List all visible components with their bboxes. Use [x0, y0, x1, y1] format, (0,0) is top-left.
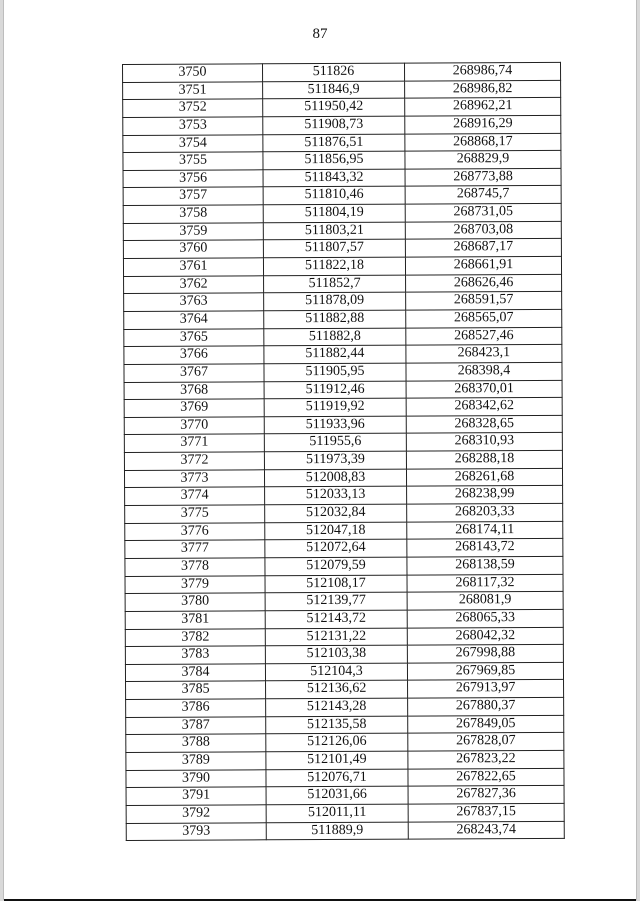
- x-coordinate-cell: 511882,8: [264, 328, 406, 346]
- table-row: [123, 62, 561, 82]
- table-row: [126, 768, 564, 788]
- x-coordinate-cell: 511846,9: [263, 81, 405, 99]
- x-coordinate-cell: 512076,71: [266, 769, 408, 787]
- table-row: [125, 662, 563, 682]
- point-number-cell: 3785: [126, 681, 266, 699]
- table-row: [123, 256, 561, 276]
- table-row: [126, 697, 564, 717]
- y-coordinate-cell: 267827,36: [408, 786, 564, 804]
- x-coordinate-cell: 512103,38: [265, 645, 407, 663]
- x-coordinate-cell: 512079,59: [265, 557, 407, 575]
- point-number-cell: 3766: [124, 346, 264, 364]
- point-number-cell: 3759: [123, 223, 263, 241]
- point-number-cell: 3755: [123, 152, 263, 170]
- point-number-cell: 3762: [124, 275, 264, 293]
- y-coordinate-cell: 268065,33: [407, 609, 563, 627]
- point-number-cell: 3774: [125, 487, 265, 505]
- x-coordinate-cell: 511933,96: [264, 416, 406, 434]
- table-row: [123, 98, 561, 118]
- table-row: [126, 786, 564, 806]
- table-row: [124, 274, 562, 294]
- point-number-cell: 3764: [124, 311, 264, 329]
- point-number-cell: 3789: [126, 752, 266, 770]
- x-coordinate-cell: 512032,84: [265, 504, 407, 522]
- table-row: [125, 644, 563, 664]
- x-coordinate-cell: 512126,06: [266, 733, 408, 751]
- x-coordinate-cell: 512136,62: [266, 681, 408, 699]
- point-number-cell: 3784: [125, 664, 265, 682]
- y-coordinate-cell: 268370,01: [406, 380, 562, 398]
- table-row: [123, 203, 561, 223]
- coordinates-table: [122, 62, 565, 841]
- table-row: [126, 750, 564, 770]
- point-number-cell: 3791: [126, 787, 266, 805]
- y-coordinate-cell: 268288,18: [406, 450, 562, 468]
- point-number-cell: 3767: [124, 364, 264, 382]
- point-number-cell: 3781: [125, 611, 265, 629]
- x-coordinate-cell: 511843,32: [263, 169, 405, 187]
- x-coordinate-cell: 511852,7: [264, 275, 406, 293]
- table-row: [125, 609, 563, 629]
- y-coordinate-cell: 267998,88: [407, 644, 563, 662]
- point-number-cell: 3760: [123, 240, 263, 258]
- point-number-cell: 3783: [125, 646, 265, 664]
- x-coordinate-cell: 512008,83: [264, 469, 406, 487]
- table-row: [123, 186, 561, 206]
- x-coordinate-cell: 511803,21: [263, 222, 405, 240]
- y-coordinate-cell: 268626,46: [406, 274, 562, 292]
- table-row: [123, 80, 561, 100]
- point-number-cell: 3786: [126, 699, 266, 717]
- x-coordinate-cell: 512143,28: [266, 698, 408, 716]
- y-coordinate-cell: 268203,33: [407, 503, 563, 521]
- x-coordinate-cell: 512047,18: [265, 522, 407, 540]
- x-coordinate-cell: 511955,6: [264, 434, 406, 452]
- table-row: [124, 468, 562, 488]
- x-coordinate-cell: 511912,46: [264, 381, 406, 399]
- y-coordinate-cell: 268143,72: [407, 539, 563, 557]
- point-number-cell: 3770: [124, 417, 264, 435]
- table-row: [124, 380, 562, 400]
- x-coordinate-cell: 511882,44: [264, 345, 406, 363]
- point-number-cell: 3754: [123, 134, 263, 152]
- table-row: [124, 433, 562, 453]
- point-number-cell: 3750: [123, 64, 263, 82]
- x-coordinate-cell: 511882,88: [264, 310, 406, 328]
- table-row: [125, 627, 563, 647]
- y-coordinate-cell: 268138,59: [407, 556, 563, 574]
- point-number-cell: 3793: [126, 822, 266, 840]
- table-row: [124, 415, 562, 435]
- point-number-cell: 3775: [125, 505, 265, 523]
- y-coordinate-cell: 268986,74: [404, 62, 560, 80]
- y-coordinate-cell: 268868,17: [405, 133, 561, 151]
- y-coordinate-cell: 268703,08: [405, 221, 561, 239]
- y-coordinate-cell: 267828,07: [408, 733, 564, 751]
- x-coordinate-cell: 512033,13: [265, 486, 407, 504]
- x-coordinate-cell: 511856,95: [263, 151, 405, 169]
- y-coordinate-cell: 268916,29: [405, 115, 561, 133]
- x-coordinate-cell: 512135,58: [266, 716, 408, 734]
- point-number-cell: 3772: [124, 452, 264, 470]
- y-coordinate-cell: 268342,62: [406, 398, 562, 416]
- y-coordinate-cell: 268829,9: [405, 151, 561, 169]
- point-number-cell: 3778: [125, 558, 265, 576]
- x-coordinate-cell: 511826: [263, 63, 405, 81]
- x-coordinate-cell: 511950,42: [263, 98, 405, 116]
- x-coordinate-cell: 511973,39: [264, 451, 406, 469]
- y-coordinate-cell: 268328,65: [406, 415, 562, 433]
- y-coordinate-cell: 268527,46: [406, 327, 562, 345]
- x-coordinate-cell: 511878,09: [264, 292, 406, 310]
- table-row: [123, 168, 561, 188]
- x-coordinate-cell: 512031,66: [266, 786, 408, 804]
- coordinates-table-body: [123, 62, 565, 840]
- table-row: [125, 556, 563, 576]
- table-row: [125, 521, 563, 541]
- x-coordinate-cell: 512011,11: [266, 804, 408, 822]
- point-number-cell: 3769: [124, 399, 264, 417]
- x-coordinate-cell: 512139,77: [265, 592, 407, 610]
- point-number-cell: 3757: [123, 187, 263, 205]
- y-coordinate-cell: 268042,32: [407, 627, 563, 645]
- y-coordinate-cell: 268986,82: [405, 80, 561, 98]
- x-coordinate-cell: 511889,9: [266, 822, 408, 840]
- table-row: [126, 803, 564, 823]
- point-number-cell: 3758: [123, 205, 263, 223]
- y-coordinate-cell: 268773,88: [405, 168, 561, 186]
- point-number-cell: 3763: [124, 293, 264, 311]
- x-coordinate-cell: 512131,22: [265, 628, 407, 646]
- table-row: [125, 574, 563, 594]
- x-coordinate-cell: 511908,73: [263, 116, 405, 134]
- table-row: [125, 486, 563, 506]
- y-coordinate-cell: 267822,65: [408, 768, 564, 786]
- table-row: [125, 592, 563, 612]
- table-row: [125, 503, 563, 523]
- point-number-cell: 3788: [126, 734, 266, 752]
- table-row: [124, 309, 562, 329]
- page-number: 87: [312, 26, 328, 42]
- y-coordinate-cell: 267913,97: [408, 680, 564, 698]
- y-coordinate-cell: 268731,05: [405, 203, 561, 221]
- y-coordinate-cell: 268117,32: [407, 574, 563, 592]
- y-coordinate-cell: 267969,85: [407, 662, 563, 680]
- table-row: [124, 398, 562, 418]
- x-coordinate-cell: 511822,18: [263, 257, 405, 275]
- y-coordinate-cell: 268661,91: [405, 256, 561, 274]
- x-coordinate-cell: 512101,49: [266, 751, 408, 769]
- table-row: [123, 151, 561, 171]
- point-number-cell: 3751: [123, 81, 263, 99]
- point-number-cell: 3773: [124, 470, 264, 488]
- table-row: [126, 715, 564, 735]
- table-row: [123, 133, 561, 153]
- y-coordinate-cell: 268243,74: [408, 821, 564, 839]
- coordinates-table-wrapper: [122, 62, 564, 841]
- x-coordinate-cell: 512143,72: [265, 610, 407, 628]
- table-row: [124, 292, 562, 312]
- y-coordinate-cell: 267880,37: [408, 697, 564, 715]
- point-number-cell: 3752: [123, 99, 263, 117]
- x-coordinate-cell: 512104,3: [265, 663, 407, 681]
- x-coordinate-cell: 512072,64: [265, 539, 407, 557]
- table-row: [124, 345, 562, 365]
- table-row: [124, 450, 562, 470]
- point-number-cell: 3792: [126, 805, 266, 823]
- document-page: [4, 0, 636, 899]
- y-coordinate-cell: 268398,4: [406, 362, 562, 380]
- point-number-cell: 3771: [124, 434, 264, 452]
- point-number-cell: 3782: [125, 628, 265, 646]
- x-coordinate-cell: 511919,92: [264, 398, 406, 416]
- table-row: [126, 821, 564, 841]
- x-coordinate-cell: 511807,57: [263, 240, 405, 258]
- x-coordinate-cell: 511810,46: [263, 187, 405, 205]
- y-coordinate-cell: 268745,7: [405, 186, 561, 204]
- y-coordinate-cell: 267849,05: [408, 715, 564, 733]
- y-coordinate-cell: 268423,1: [406, 345, 562, 363]
- table-row: [124, 362, 562, 382]
- y-coordinate-cell: 268962,21: [405, 98, 561, 116]
- x-coordinate-cell: 511804,19: [263, 204, 405, 222]
- x-coordinate-cell: 511905,95: [264, 363, 406, 381]
- y-coordinate-cell: 267823,22: [408, 750, 564, 768]
- x-coordinate-cell: 512108,17: [265, 575, 407, 593]
- point-number-cell: 3753: [123, 117, 263, 135]
- table-row: [123, 239, 561, 259]
- y-coordinate-cell: 268261,68: [406, 468, 562, 486]
- point-number-cell: 3780: [125, 593, 265, 611]
- point-number-cell: 3768: [124, 381, 264, 399]
- point-number-cell: 3790: [126, 769, 266, 787]
- table-row: [123, 221, 561, 241]
- table-row: [124, 327, 562, 347]
- y-coordinate-cell: 267837,15: [408, 803, 564, 821]
- y-coordinate-cell: 268687,17: [405, 239, 561, 257]
- table-row: [126, 680, 564, 700]
- point-number-cell: 3756: [123, 170, 263, 188]
- y-coordinate-cell: 268565,07: [406, 309, 562, 327]
- y-coordinate-cell: 268238,99: [407, 486, 563, 504]
- point-number-cell: 3777: [125, 540, 265, 558]
- y-coordinate-cell: 268081,9: [407, 592, 563, 610]
- point-number-cell: 3779: [125, 575, 265, 593]
- table-row: [126, 733, 564, 753]
- x-coordinate-cell: 511876,51: [263, 134, 405, 152]
- y-coordinate-cell: 268591,57: [406, 292, 562, 310]
- table-row: [125, 539, 563, 559]
- point-number-cell: 3761: [123, 258, 263, 276]
- y-coordinate-cell: 268310,93: [406, 433, 562, 451]
- point-number-cell: 3765: [124, 328, 264, 346]
- point-number-cell: 3787: [126, 717, 266, 735]
- point-number-cell: 3776: [125, 522, 265, 540]
- table-row: [123, 115, 561, 135]
- y-coordinate-cell: 268174,11: [407, 521, 563, 539]
